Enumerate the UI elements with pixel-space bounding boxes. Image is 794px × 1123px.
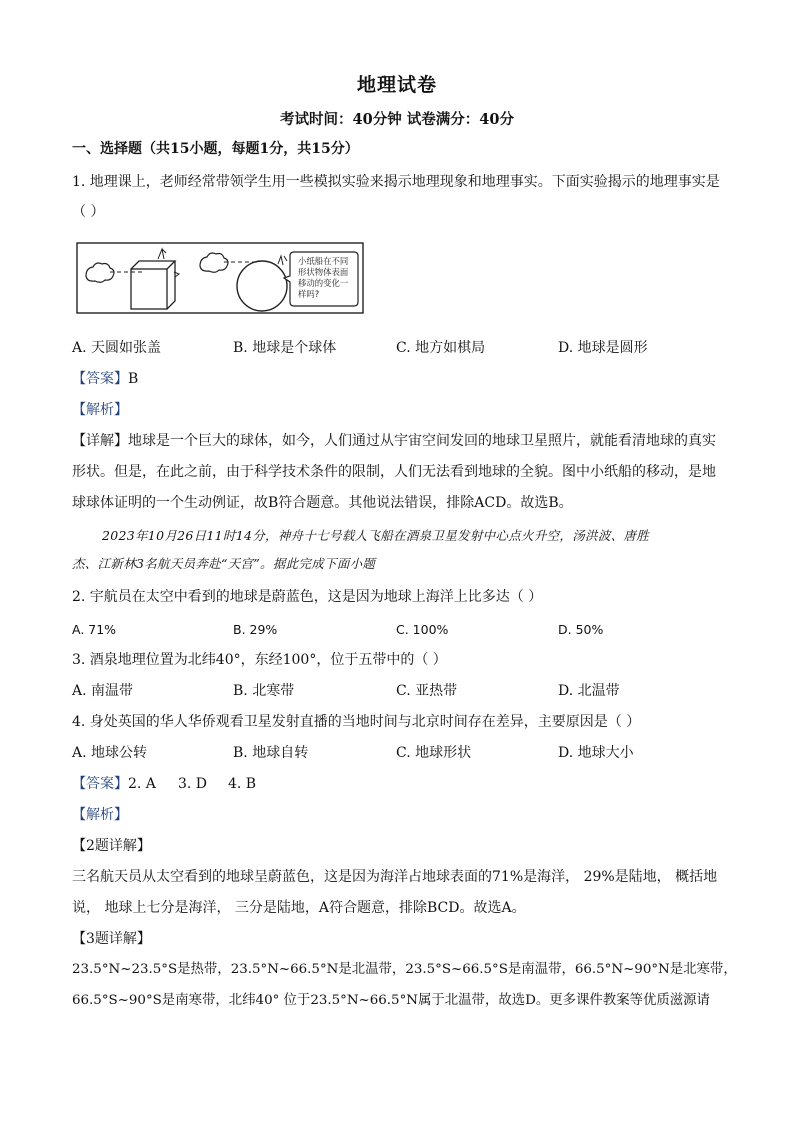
q1-analysis-tag: 【解析】 (72, 402, 128, 418)
detail-text-1: 地球是一个巨大的球体，如今，人们通过从宇宙空间发回的地球卫星照片，就能看清地球的真实 (128, 433, 716, 449)
q3-stem: 3. 酒泉地理位置为北纬40°，东经100°，位于五带中的（ ） (72, 652, 447, 668)
q2-option-a: A. 71% (72, 622, 117, 637)
answer-q3: 3. D (178, 776, 208, 792)
q4-option-d: D. 地球大小 (558, 745, 634, 761)
bubble-line-4: 样吗? (298, 289, 320, 299)
q1-stem-line2: （ ） (72, 204, 105, 220)
q1-option-d: D. 地球是圆形 (558, 340, 648, 356)
answer-tag: 【答案】 (72, 371, 128, 387)
cube-top-side (131, 261, 175, 309)
q2-detail-tag: 【2题详解】 (72, 838, 151, 854)
exam-info: 考试时间：40分钟 试卷满分：40分 (280, 111, 514, 128)
answer-value: B (128, 371, 139, 387)
q3-option-a: A. 南温带 (72, 683, 134, 699)
q2-detail-line1: 三名航天员从太空看到的地球呈蔚蓝色，这是因为海洋占地球表面的71%是海洋， 29%是陆地， 概括地 (72, 869, 718, 885)
q1-detail-line3: 球球体证明的一个生动例证，故B符合题意。其他说法错误，排除ACD。故选B。 (72, 495, 573, 511)
bubble-line-3: 移动的变化一 (298, 278, 349, 288)
q1-option-c: C. 地方如棋局 (396, 340, 486, 356)
q4-stem: 4. 身处英国的华人华侨观看卫星发射直播的当地时间与北京时间存在差异，主要原因是（ ） (72, 714, 641, 730)
answer-q2: 2. A (128, 776, 156, 792)
cloud-right-icon (200, 253, 228, 272)
boat-on-cube-icon (158, 249, 166, 259)
cloud-left-icon (86, 263, 114, 282)
q3-detail-tag: 【3题详解】 (72, 931, 151, 947)
q3-detail-line1: 23.5°N~23.5°S是热带，23.5°N~66.5°N是北温带，23.5°S~66.5°S是南温带，66.5°N~90°N是北寒带， (72, 962, 737, 977)
section-heading: 一、选择题（共15小题，每题1分，共15分） (72, 141, 359, 157)
cube-front (131, 269, 167, 309)
q3-detail-line2: 66.5°S~90°S是南寒带，北纬40° 位于23.5°N~66.5°N属于北温带，故选D。更多课件教案等优质滋源请 (72, 993, 710, 1008)
bubble-line-2: 形状物体表面 (298, 267, 349, 277)
sphere (237, 261, 287, 311)
q2-option-b: B. 29% (233, 622, 278, 637)
q1-stem-line1: 1. 地理课上，老师经常带领学生用一些模拟实验来揭示地理现象和地理事实。下面实验揭示的地理事实是 (72, 174, 720, 190)
material-line2: 杰、江新林3名航天员奔赴“天宫”。据此完成下面小题 (72, 556, 376, 571)
q4-option-b: B. 地球自转 (233, 745, 309, 761)
material-line1: 2023年10月26日11时14分，神舟十七号载人飞船在酒泉卫星发射中心点火升空，汤洪波、唐胜 (102, 528, 650, 543)
q2-4-analysis-tag: 【解析】 (72, 807, 128, 823)
answer-q4: 4. B (228, 776, 257, 792)
detail-tag: 【详解】 (72, 433, 128, 449)
q2-stem: 2. 宇航员在太空中看到的地球是蔚蓝色，这是因为地球上海洋上比多达（ ） (72, 589, 543, 605)
bubble-line-1: 小纸船在不同 (298, 256, 349, 266)
page-title: 地理试卷 (356, 74, 437, 96)
q2-4-answers (72, 774, 732, 794)
q1-answer (72, 369, 732, 389)
q2-detail-line2: 说， 地球上七分是海洋， 三分是陆地，A符合题意，排除BCD。故选A。 (72, 900, 526, 916)
q1-option-b: B. 地球是个球体 (233, 340, 337, 356)
q4-option-c: C. 地球形状 (396, 745, 472, 761)
q3-option-d: D. 北温带 (558, 683, 620, 699)
q1-option-a: A. 天圆如张盖 (72, 340, 162, 356)
q1-detail-line1 (72, 431, 732, 451)
boat-on-sphere-icon (278, 256, 287, 265)
q3-option-b: B. 北寒带 (233, 683, 295, 699)
q4-option-a: A. 地球公转 (72, 745, 148, 761)
q3-option-c: C. 亚热带 (396, 683, 458, 699)
q2-option-d: D. 50% (558, 622, 604, 637)
answer-tag: 【答案】 (72, 776, 128, 792)
q1-detail-line2: 形状。但是，在此之前，由于科学技术条件的限制，人们无法看到地球的全貌。图中小纸船的移动，是地 (72, 464, 716, 480)
q2-option-c: C. 100% (396, 622, 449, 637)
experiment-figure (76, 242, 364, 314)
